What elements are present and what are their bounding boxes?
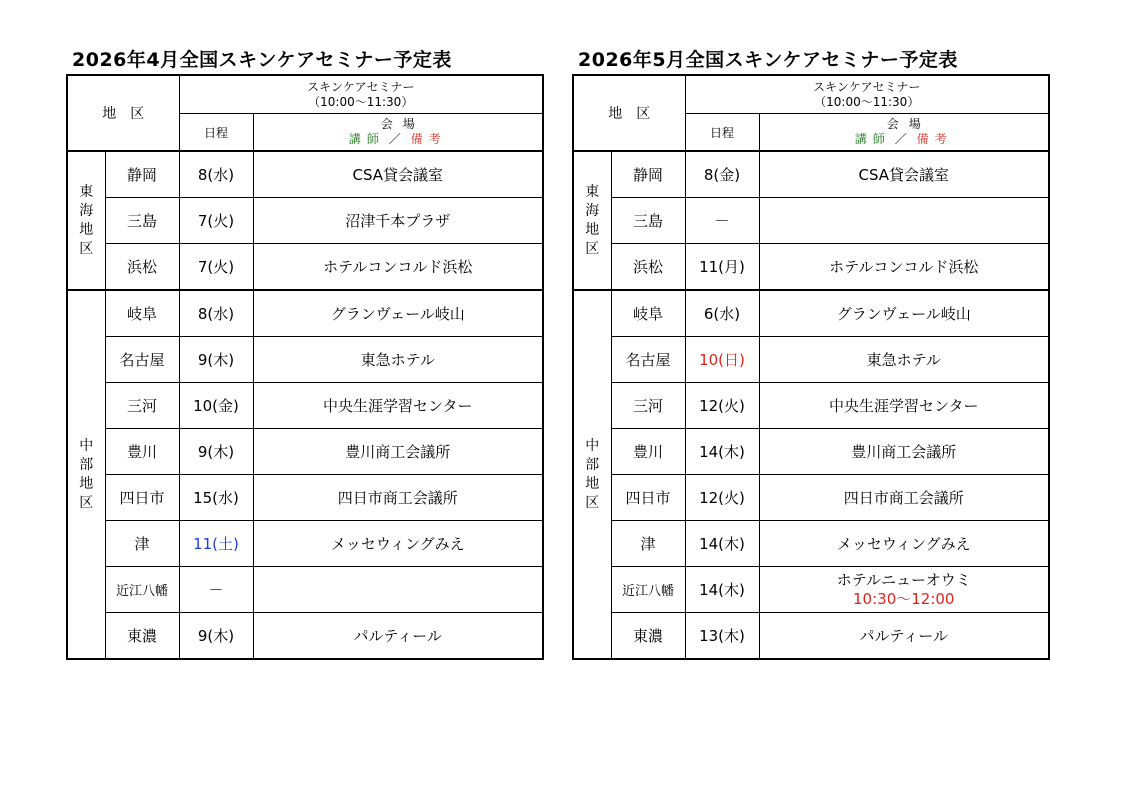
venue-time-note: 10:30～12:00 <box>853 589 955 608</box>
seminar-header <box>685 75 1049 114</box>
venue-cell: グランヴェール岐山 <box>253 290 543 337</box>
seminar-time: （10:00～11:30） <box>814 94 920 109</box>
region-tokai: 東 海 地 区 <box>67 151 105 290</box>
city-cell: 津 <box>611 521 685 567</box>
city-cell: 近江八幡 <box>611 567 685 613</box>
city-cell: 岐阜 <box>611 290 685 337</box>
date-cell: 11(月) <box>685 244 759 291</box>
city-cell: 三河 <box>105 383 179 429</box>
april-schedule-panel <box>66 46 542 660</box>
city-cell: 静岡 <box>611 151 685 198</box>
date-cell: 8(水) <box>179 290 253 337</box>
date-cell: 12(火) <box>685 475 759 521</box>
venue-cell: メッセウィングみえ <box>253 521 543 567</box>
venue-cell <box>759 198 1049 244</box>
date-cell: 9(木) <box>179 337 253 383</box>
date-cell: 8(金) <box>685 151 759 198</box>
date-cell: 14(木) <box>685 521 759 567</box>
venue-cell: パルティール <box>759 613 1049 660</box>
city-cell: 東濃 <box>105 613 179 660</box>
may-schedule-panel <box>572 46 1048 660</box>
venue-header <box>253 114 543 152</box>
april-title: 2026年4月全国スキンケアセミナー予定表 <box>72 49 452 71</box>
venue-cell: 東急ホテル <box>253 337 543 383</box>
date-cell: 10(金) <box>179 383 253 429</box>
venue-cell: CSA貸会議室 <box>253 151 543 198</box>
seminar-label: スキンケアセミナー <box>306 79 415 94</box>
date-header: 日程 <box>179 114 253 152</box>
venue-cell: 四日市商工会議所 <box>759 475 1049 521</box>
venue-cell: パルティール <box>253 613 543 660</box>
remarks-label: 備考 <box>916 132 953 146</box>
date-cell: 9(木) <box>179 429 253 475</box>
seminar-time: （10:00～11:30） <box>308 94 414 109</box>
city-cell: 名古屋 <box>105 337 179 383</box>
city-cell: 岐阜 <box>105 290 179 337</box>
city-cell: 四日市 <box>105 475 179 521</box>
city-cell: 三島 <box>611 198 685 244</box>
seminar-label: スキンケアセミナー <box>812 79 921 94</box>
date-cell: 14(木) <box>685 429 759 475</box>
venue-cell: 中央生涯学習センター <box>253 383 543 429</box>
venue-cell: CSA貸会議室 <box>759 151 1049 198</box>
venue-cell: グランヴェール岐山 <box>759 290 1049 337</box>
may-schedule-table <box>572 74 1050 660</box>
remarks-label: 備考 <box>410 132 447 146</box>
venue-cell: 沼津千本プラザ <box>253 198 543 244</box>
city-cell: 静岡 <box>105 151 179 198</box>
venue-label: 会場 <box>886 117 931 131</box>
slash-label: ／ <box>388 132 407 146</box>
venue-label: 会場 <box>380 117 425 131</box>
date-cell: 12(火) <box>685 383 759 429</box>
venue-cell: ホテルコンコルド浜松 <box>253 244 543 291</box>
venue-cell: 四日市商工会議所 <box>253 475 543 521</box>
city-cell: 浜松 <box>611 244 685 291</box>
teacher-label: 講師 <box>854 132 891 146</box>
venue-cell: ホテルコンコルド浜松 <box>759 244 1049 291</box>
date-cell: 15(水) <box>179 475 253 521</box>
area-header: 地区 <box>67 75 179 151</box>
slash-label: ／ <box>894 132 913 146</box>
date-cell: － <box>685 198 759 244</box>
teacher-label: 講師 <box>348 132 385 146</box>
venue-header <box>759 114 1049 152</box>
date-cell: 7(火) <box>179 198 253 244</box>
venue-cell: 東急ホテル <box>759 337 1049 383</box>
date-cell-sunday: 10(日) <box>685 337 759 383</box>
city-cell: 豊川 <box>105 429 179 475</box>
city-cell: 豊川 <box>611 429 685 475</box>
venue-cell: 中央生涯学習センター <box>759 383 1049 429</box>
region-chubu: 中 部 地 区 <box>573 290 611 659</box>
date-cell: － <box>179 567 253 613</box>
may-title: 2026年5月全国スキンケアセミナー予定表 <box>578 49 958 71</box>
city-cell: 東濃 <box>611 613 685 660</box>
date-cell: 7(火) <box>179 244 253 291</box>
region-chubu: 中 部 地 区 <box>67 290 105 659</box>
date-cell: 6(水) <box>685 290 759 337</box>
venue-cell: メッセウィングみえ <box>759 521 1049 567</box>
city-cell: 名古屋 <box>611 337 685 383</box>
venue-cell: 豊川商工会議所 <box>759 429 1049 475</box>
city-cell: 三河 <box>611 383 685 429</box>
date-cell: 13(木) <box>685 613 759 660</box>
region-tokai: 東 海 地 区 <box>573 151 611 290</box>
date-cell-saturday: 11(土) <box>179 521 253 567</box>
april-schedule-table <box>66 74 544 660</box>
venue-cell <box>759 567 1049 613</box>
date-header: 日程 <box>685 114 759 152</box>
date-cell: 8(水) <box>179 151 253 198</box>
city-cell: 三島 <box>105 198 179 244</box>
city-cell: 近江八幡 <box>105 567 179 613</box>
seminar-header <box>179 75 543 114</box>
date-cell: 9(木) <box>179 613 253 660</box>
city-cell: 津 <box>105 521 179 567</box>
venue-name: ホテルニューオウミ <box>836 570 971 589</box>
area-header: 地区 <box>573 75 685 151</box>
city-cell: 四日市 <box>611 475 685 521</box>
venue-cell: 豊川商工会議所 <box>253 429 543 475</box>
city-cell: 浜松 <box>105 244 179 291</box>
date-cell: 14(木) <box>685 567 759 613</box>
venue-cell <box>253 567 543 613</box>
